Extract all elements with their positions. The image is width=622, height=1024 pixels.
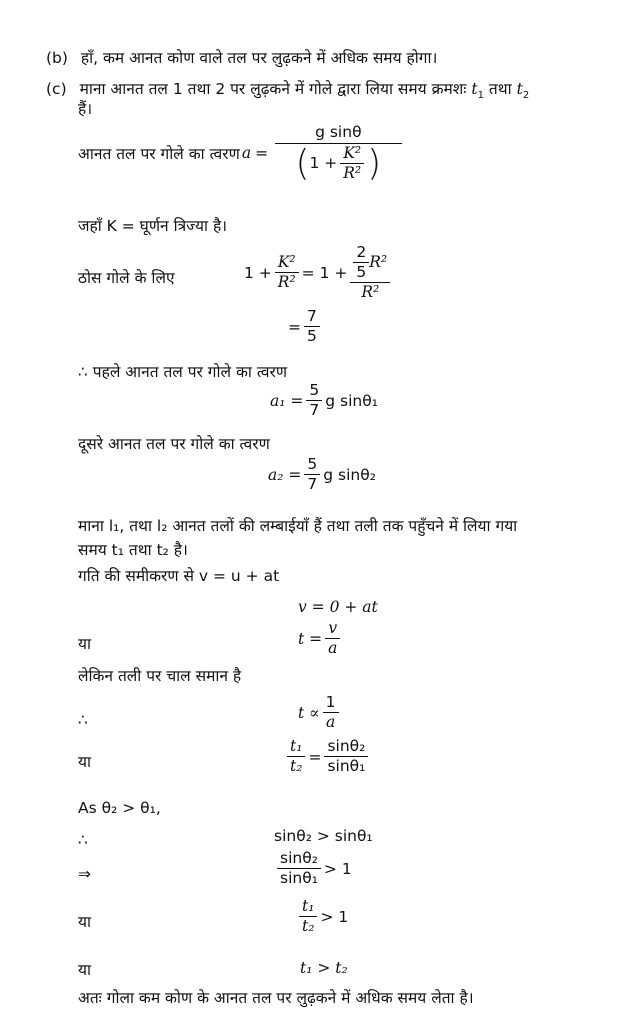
part-b-line bbox=[46, 48, 437, 68]
therefore-2: ∴ bbox=[78, 831, 88, 849]
ss-big-fraction bbox=[350, 244, 390, 301]
t-prop: t ∝ bbox=[298, 703, 320, 722]
sin1-den: sinθ₁ bbox=[327, 757, 366, 775]
accel-formula bbox=[78, 124, 405, 182]
part-b-label: (b) bbox=[46, 49, 68, 67]
same-speed-text: लेकिन तली पर चाल समान है bbox=[78, 667, 242, 685]
k2: K² bbox=[340, 145, 364, 164]
part-b-text: हाँ, कम आनत कोण वाले तल पर लुढ़कने में अधिक समय होगा। bbox=[80, 49, 438, 67]
a-den: a bbox=[328, 639, 338, 657]
t-ratio-gt-1 bbox=[296, 898, 348, 935]
first-plane-text: ∴ पहले आनत तल पर गोले का त्वरण bbox=[78, 363, 288, 381]
t1-num-b: t₁ bbox=[299, 898, 317, 917]
v-num: v bbox=[325, 620, 340, 639]
t2-den: t₂ bbox=[290, 757, 303, 775]
a2-frac bbox=[304, 456, 320, 493]
t1-over-t2-b bbox=[299, 898, 317, 935]
ss-one-plus: 1 + bbox=[244, 263, 272, 282]
ya-1: या bbox=[78, 635, 92, 653]
one-num: 1 bbox=[323, 694, 339, 713]
t1-num: t₁ bbox=[287, 738, 305, 757]
part-c-hai: हैं। bbox=[78, 100, 93, 118]
t-ratio-eq bbox=[284, 738, 371, 775]
ss-eq2: = bbox=[288, 317, 301, 336]
lengths-line1: माना l₁, तथा l₂ आनत तलों की लम्बाईयाँ हैं तथा तली तक पहुँचने में लिया गया bbox=[78, 517, 518, 535]
sin-ratio-2 bbox=[277, 850, 321, 887]
accel-denominator bbox=[292, 144, 384, 182]
a2-rhs: g sinθ₂ bbox=[323, 465, 376, 484]
ss-7-5 bbox=[304, 308, 320, 345]
left-paren: ( bbox=[295, 142, 310, 184]
sin2-num-2: sinθ₂ bbox=[277, 850, 321, 869]
ss-five-b: 5 bbox=[307, 327, 317, 345]
part-c-text: माना आनत तल 1 तथा 2 पर लुढ़कने में गोले द्वारा लिया समय क्रमशः bbox=[79, 80, 467, 98]
accel-lhs: a bbox=[241, 144, 252, 162]
t1-sub: 1 bbox=[477, 90, 484, 102]
motion-eq1: v = 0 + at bbox=[298, 598, 378, 616]
ya-4: या bbox=[78, 961, 92, 979]
tatha-word: तथा bbox=[488, 80, 512, 98]
ss-seven: 7 bbox=[304, 308, 320, 327]
t2-symbol: t bbox=[516, 80, 523, 98]
a2-lhs: a₂ = bbox=[268, 465, 302, 484]
t-prop-1-over-a bbox=[298, 694, 342, 731]
a-den-2: a bbox=[325, 713, 336, 731]
a2-num: 5 bbox=[304, 456, 320, 475]
conclusion: अतः गोला कम कोण के आनत तल पर लुढ़कने में अधिक समय लेता है। bbox=[78, 989, 474, 1007]
second-plane-text: दूसरे आनत तल पर गोले का त्वरण bbox=[78, 435, 270, 453]
ss-r2: R² bbox=[277, 273, 296, 291]
t1-symbol: t bbox=[471, 80, 478, 98]
part-c-line bbox=[46, 79, 529, 106]
motion-text: गति की समीकरण से v = u + at bbox=[78, 567, 280, 585]
final-ineq: t₁ > t₂ bbox=[300, 959, 348, 977]
t-eq: t = bbox=[298, 629, 323, 648]
ss-big-num bbox=[350, 244, 390, 283]
ss-r2-bottom: R² bbox=[361, 283, 380, 301]
sin-ineq: sinθ₂ > sinθ₁ bbox=[274, 827, 373, 845]
part-c-label: (c) bbox=[46, 80, 67, 98]
a2-den: 7 bbox=[307, 475, 318, 493]
sin-ratio bbox=[324, 738, 368, 775]
ss-k2: K² bbox=[275, 254, 299, 273]
accel-one-plus: 1 + bbox=[309, 154, 338, 172]
k-note: जहाँ K = घूर्णन त्रिज्या है। bbox=[78, 217, 228, 235]
k2-r2-fraction bbox=[340, 145, 364, 182]
accel-prefix: आनत तल पर गोले का त्वरण bbox=[78, 145, 240, 163]
ratio-eq: = bbox=[308, 747, 322, 766]
t2-den-b: t₂ bbox=[302, 917, 315, 935]
t-eq-v-over-a bbox=[298, 620, 343, 657]
ss-two: 2 bbox=[353, 244, 369, 263]
a1-frac bbox=[306, 382, 322, 419]
t1-over-t2 bbox=[287, 738, 305, 775]
ss-two-fifths bbox=[353, 244, 369, 281]
therefore-1: ∴ bbox=[78, 711, 88, 729]
gt-1: > 1 bbox=[323, 859, 352, 878]
solid-sphere-label: ठोस गोले के लिए bbox=[78, 269, 175, 287]
ss-eq: = 1 + bbox=[301, 263, 348, 282]
sin-ratio-gt-1 bbox=[274, 850, 352, 887]
ss-r2-top: R² bbox=[369, 253, 388, 271]
first-plane-eq bbox=[270, 382, 378, 419]
a1-lhs: a₁ = bbox=[270, 391, 304, 410]
a1-num: 5 bbox=[306, 382, 322, 401]
one-over-a bbox=[323, 694, 339, 731]
ss-five: 5 bbox=[356, 263, 367, 281]
solid-sphere-equation bbox=[244, 244, 393, 301]
accel-fraction bbox=[275, 124, 401, 182]
gt-2: > 1 bbox=[320, 907, 349, 926]
r2: R² bbox=[343, 164, 362, 182]
ya-2: या bbox=[78, 753, 92, 771]
second-plane-eq bbox=[268, 456, 376, 493]
v-over-a bbox=[325, 620, 340, 657]
sin2-num: sinθ₂ bbox=[324, 738, 368, 757]
accel-numerator: g sinθ bbox=[275, 124, 401, 144]
sin1-den-2: sinθ₁ bbox=[280, 869, 318, 887]
ss-k2-r2 bbox=[275, 254, 299, 291]
ya-3: या bbox=[78, 913, 92, 931]
seven-fifths bbox=[288, 308, 323, 345]
a1-rhs: g sinθ₁ bbox=[325, 391, 378, 410]
lengths-line2: समय t₁ तथा t₂ है। bbox=[78, 541, 188, 559]
as-line: As θ₂ > θ₁, bbox=[78, 799, 161, 817]
t2-sub: 2 bbox=[522, 90, 530, 102]
implies-arrow: ⇒ bbox=[78, 865, 91, 883]
accel-eq: = bbox=[255, 144, 269, 162]
right-paren: ) bbox=[367, 142, 382, 184]
a1-den: 7 bbox=[309, 401, 320, 419]
